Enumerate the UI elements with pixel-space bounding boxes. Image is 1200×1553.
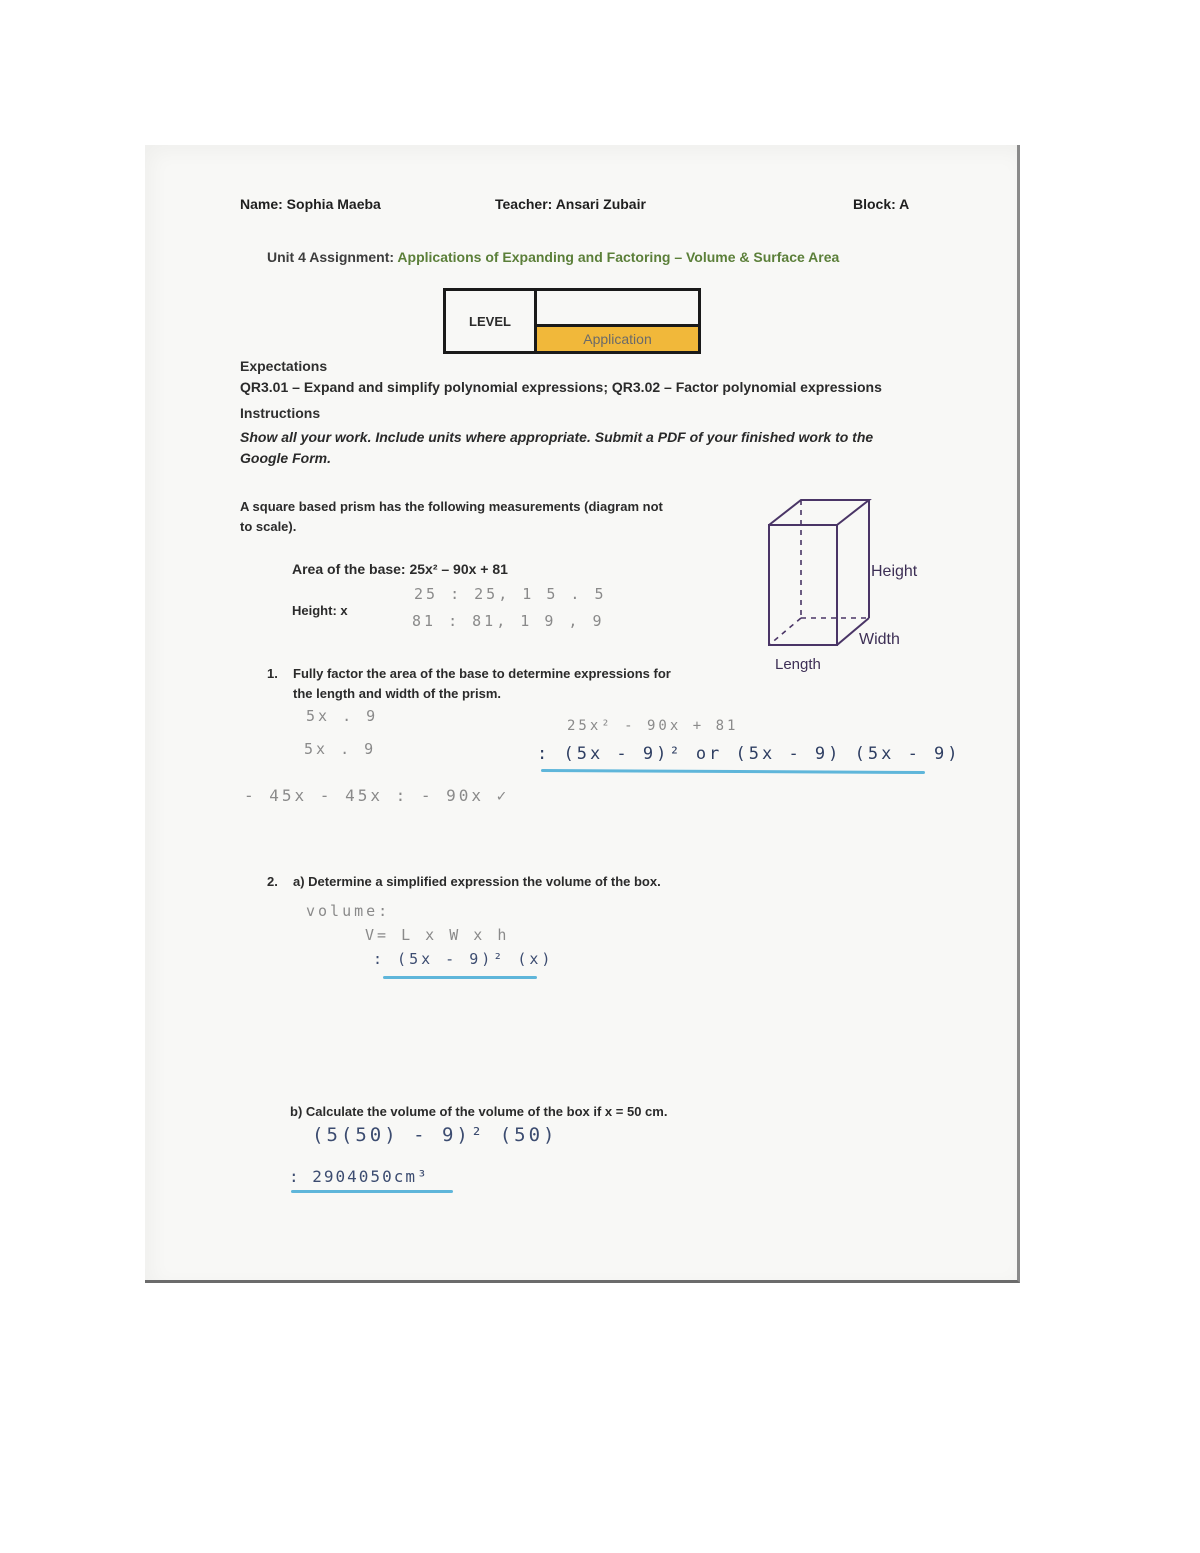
q2a-answer-underline	[383, 976, 537, 979]
base-area-label: Area of the base: 25x² – 90x + 81	[292, 561, 508, 577]
expectations-text: QR3.01 – Expand and simplify polynomial expressions; QR3.02 – Factor polynomial expressions	[240, 379, 882, 395]
level-application-cell: Application	[537, 327, 698, 351]
title-prefix: Unit 4 Assignment:	[267, 249, 395, 265]
assignment-title	[267, 249, 839, 265]
q1-text-line-1: Fully factor the area of the base to determine expressions for	[293, 666, 671, 681]
instructions-heading: Instructions	[240, 405, 321, 421]
student-name: Name: Sophia Maeba	[240, 196, 381, 212]
prism-hidden-edges	[769, 500, 869, 645]
diagram-label-length: Length	[775, 656, 821, 673]
q2a-text-suffix: of the box.	[591, 874, 661, 889]
q1-pencil-work-2: 5x . 9	[304, 740, 377, 758]
q2b-answer: : 2904050cm³	[289, 1167, 429, 1186]
q1-check-work: - 45x - 45x : - 90x ✓	[244, 786, 510, 805]
title-topic: Applications of Expanding and Factoring – Volume & Surface Area	[397, 249, 840, 265]
prism-solid-edges	[769, 500, 869, 645]
instructions-line-2: Google Form.	[240, 450, 331, 466]
q1-expression: 25x² - 90x + 81	[567, 718, 739, 734]
q2a-text	[293, 874, 661, 889]
pencil-factor-pairs-25: 25 : 25, 1 5 . 5	[414, 585, 607, 603]
problem-intro-line-1: A square based prism has the following measurements (diagram not	[240, 499, 663, 514]
q2a-work-label: volume:	[306, 902, 391, 920]
diagram-label-width: Width	[859, 631, 900, 648]
q2b-answer-underline	[291, 1190, 453, 1193]
level-empty-cell	[537, 291, 698, 327]
q2b-text: b) Calculate the volume of the volume of the box if x = 50 cm.	[290, 1104, 668, 1119]
teacher-name: Teacher: Ansari Zubair	[495, 196, 646, 212]
q2a-answer: : (5x - 9)² (x)	[373, 950, 554, 968]
q1-pencil-work-1: 5x . 9	[306, 707, 379, 725]
expectations-heading: Expectations	[240, 358, 328, 374]
prism-diagram	[755, 495, 935, 680]
q1-number: 1.	[267, 666, 278, 681]
q2a-formula: V= L x W x h	[365, 926, 510, 944]
level-label: LEVEL	[446, 291, 537, 351]
q2a-text-prefix: a) Determine a simplified expression the	[293, 874, 546, 889]
q1-factored-answer: : (5x - 9)² or (5x - 9) (5x - 9)	[537, 744, 961, 764]
problem-intro-line-2: to scale).	[240, 519, 297, 534]
q1-text-line-2: the length and width of the prism.	[293, 686, 501, 701]
q2b-substitution: (5(50) - 9)² (50)	[312, 1124, 558, 1146]
level-table	[443, 288, 701, 354]
pencil-factor-pairs-81: 81 : 81, 1 9 , 9	[412, 612, 605, 630]
q2-number: 2.	[267, 874, 278, 889]
diagram-label-height: Height	[871, 563, 918, 580]
block-label: Block: A	[853, 196, 910, 212]
height-label: Height: x	[292, 603, 348, 618]
instructions-line-1: Show all your work. Include units where appropriate. Submit a PDF of your finished work to the	[240, 429, 874, 445]
q2a-text-volume: volume	[545, 874, 592, 889]
level-value-column	[537, 291, 698, 351]
